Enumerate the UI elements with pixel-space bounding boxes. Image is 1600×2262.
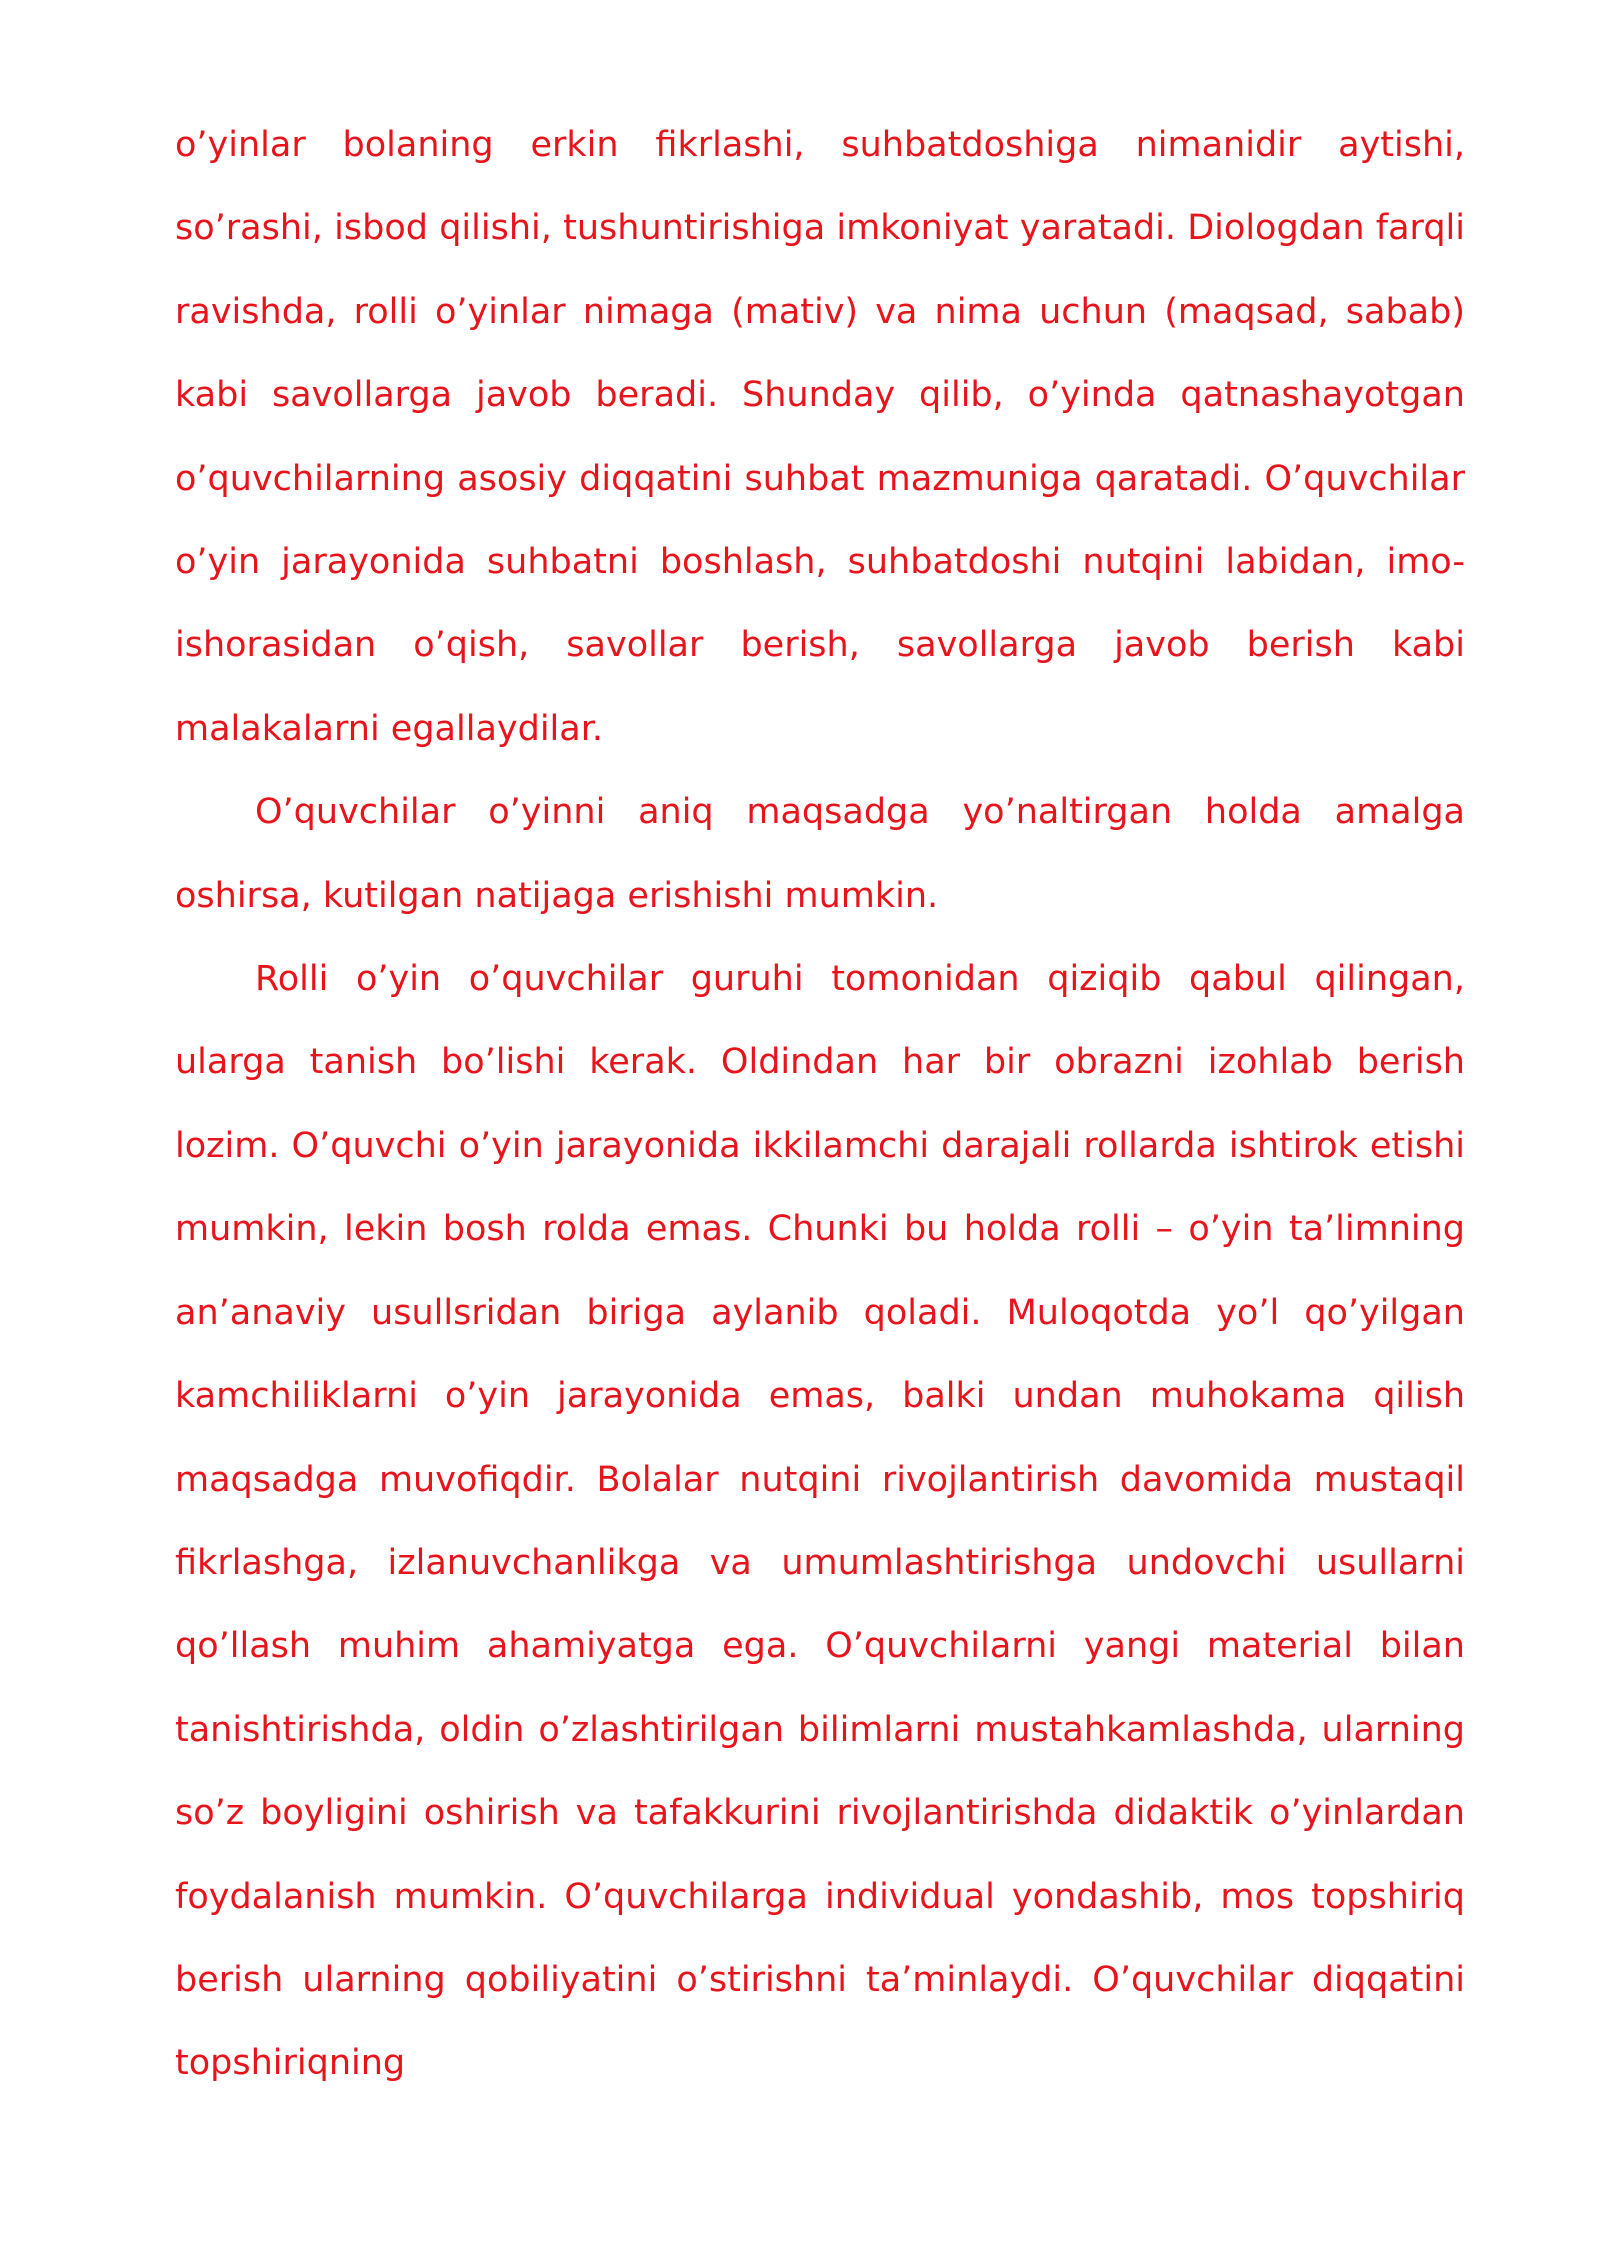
paragraph-3: Rolli o’yin o’quvchilar guruhi tomonidan qiziqib qabul qilingan, ularga tanish bo’lishi kerak. Oldindan har bir obrazni izohlab berish lozim. O’quvchi o’yin jarayonida ikkilamchi darajali rollarda ishtirok etishi mumkin, lekin bosh rolda emas. Chunki bu holda rolli – o’yin ta’limning an’anaviy usullsridan biriga aylanib qoladi. Muloqotda yo’l qo’yilgan kamchiliklarni o’yin jarayonida emas, balki undan muhokama qilish maqsadga muvofiqdir. Bolalar nutqini rivojlantirish davomida mustaqil fikrlashga, izlanuvchanlikga va umumlashtirishga undovchi usullarni qo’llash muhim ahamiyatga ega. O’quvchilarni yangi material bilan tanishtirishda, oldin o’zlashtirilgan bilimlarni mustahkamlashda, ularning so’z boyligini oshirish va tafakkurini rivojlantirishda didaktik o’yinlardan foydalanish mumkin. O’quvchilarga individual yondashib, mos topshiriq berish ularning qobiliyatini o’stirishni ta’minlaydi. O’quvchilar diqqatini topshiriqning <box>175 959 1465 2084</box>
document-body <box>175 104 1465 2106</box>
paragraph-2: O’quvchilar o’yinni aniq maqsadga yo’naltirgan holda amalga oshirsa, kutilgan natijaga erishishi mumkin. <box>175 792 1465 916</box>
paragraph-1: o’yinlar bolaning erkin fikrlashi, suhbatdoshiga nimanidir aytishi, so’rashi, isbod qilishi, tushuntirishiga imkoniyat yaratadi. Diologdan farqli ravishda, rolli o’yinlar nimaga (mativ) va nima uchun (maqsad, sabab) kabi savollarga javob beradi. Shunday qilib, o’yinda qatnashayotgan o’quvchilarning asosiy diqqatini suhbat mazmuniga qaratadi. O’quvchilar o’yin jarayonida suhbatni boshlash, suhbatdoshi nutqini labidan, imo-ishorasidan o’qish, savollar berish, savollarga javob berish kabi malakalarni egallaydilar. <box>175 125 1465 749</box>
